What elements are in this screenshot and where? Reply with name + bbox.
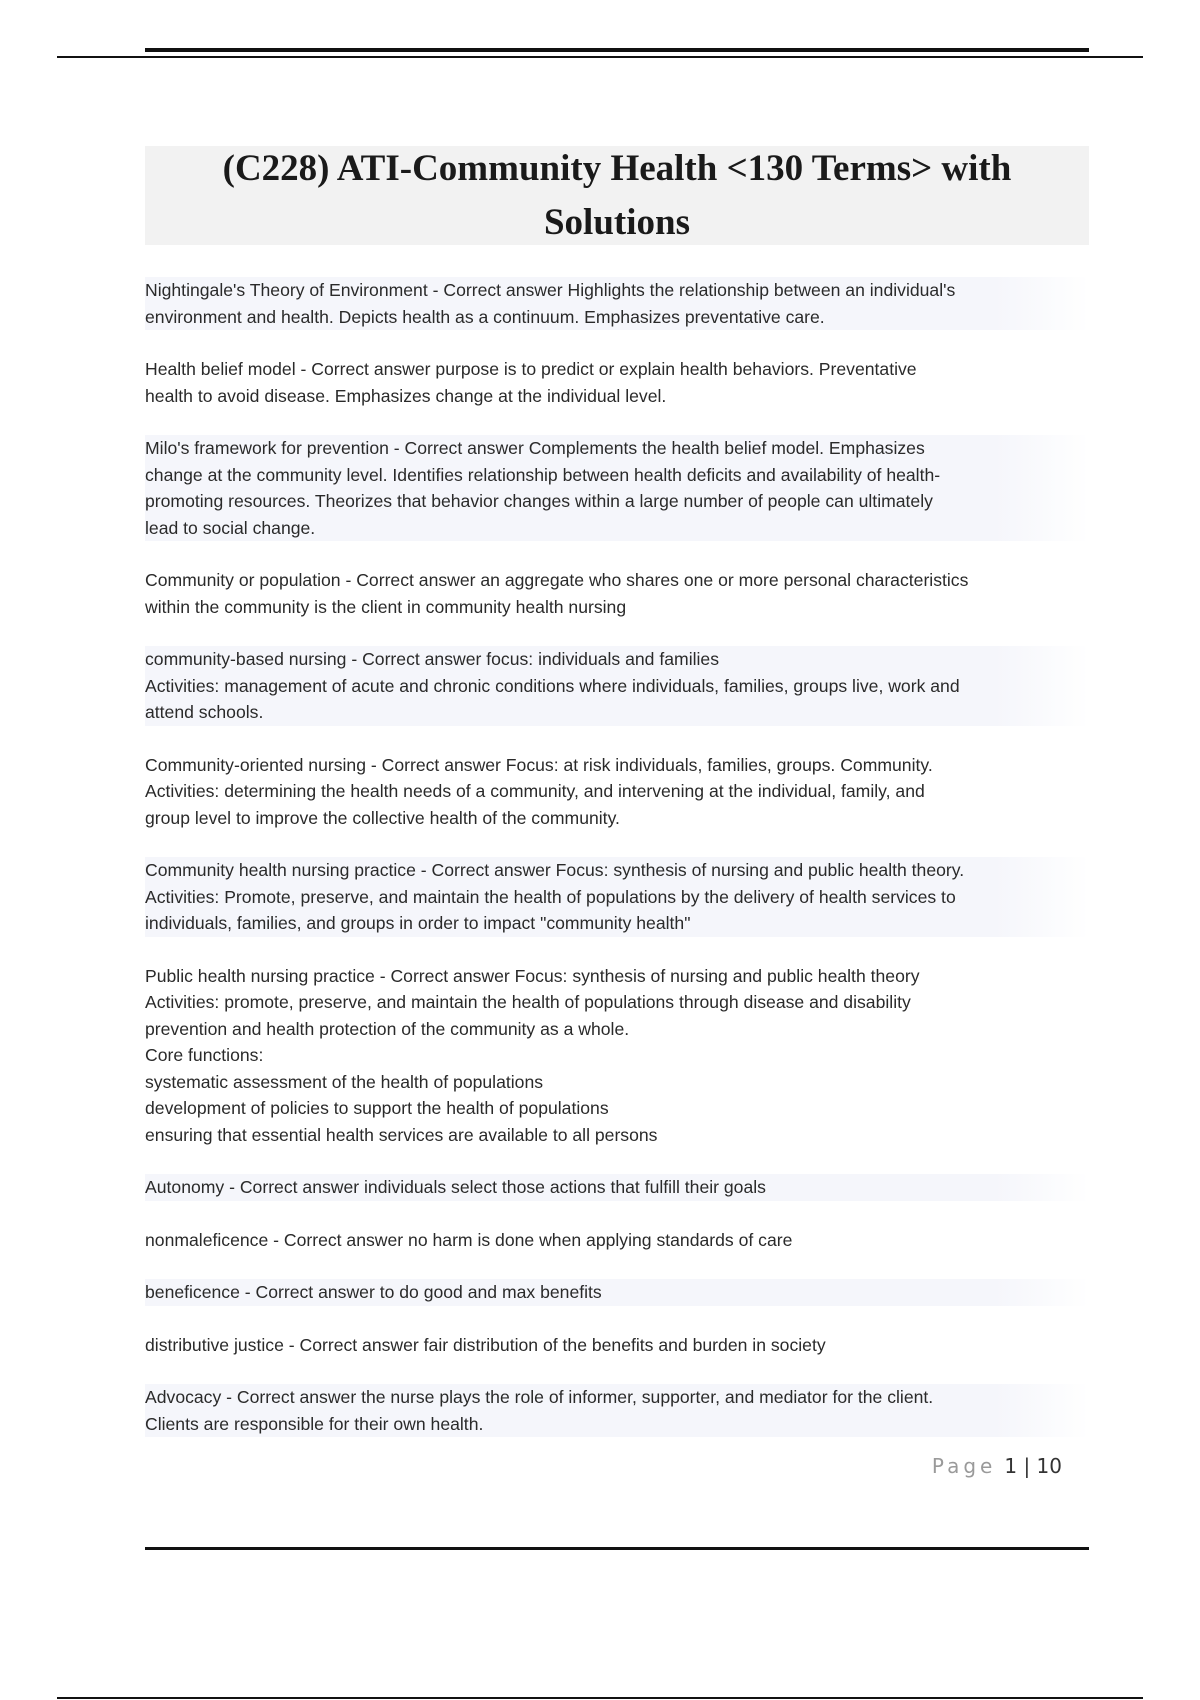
term-entry: Milo's framework for prevention - Correct answer Complements the health belief model. Emphasizes change at the community level. Identifies relationship between health deficits and availability of health- promoting resources. Theorizes that behavior changes within a large number of people can ultimately lead to social change. [145, 435, 1089, 541]
total-pages: 10 [1036, 1454, 1062, 1478]
term-entry: Community health nursing practice - Correct answer Focus: synthesis of nursing and public health theory. Activities: Promote, preserve, and maintain the health of populations by the delivery of health services to individuals, families, and groups in order to impact "community health" [145, 857, 1089, 937]
term-entry: Community-oriented nursing - Correct answer Focus: at risk individuals, families, groups. Community. Activities: determining the health needs of a community, and intervening at the individual, family, and group level to improve the collective health of the community. [145, 754, 933, 828]
page-label: Page [931, 1454, 997, 1478]
term-entry: beneficence - Correct answer to do good and max benefits [145, 1279, 1089, 1306]
term-entry: Advocacy - Correct answer the nurse plays the role of informer, supporter, and mediator for the client. Clients are responsible for their own health. [145, 1384, 1089, 1437]
term-entry: Public health nursing practice - Correct answer Focus: synthesis of nursing and public health theory Activities: promote, preserve, and maintain the health of populations through disease and disability prevention and health protection of the community as a whole. Core functions: systematic assessment of the health of populations development of policies to support the health of populations ensuring that essential health services are available to all persons [145, 965, 920, 1145]
term-entry: Health belief model - Correct answer purpose is to predict or explain health behaviors. Preventative health to avoid disease. Emphasizes change at the individual level. [145, 359, 917, 406]
document-title: (C228) ATI-Community Health <130 Terms> with Solutions [222, 147, 1012, 243]
page-number-footer [860, 1454, 1062, 1478]
bottom-inner-rule [145, 1547, 1089, 1550]
term-entry: Community or population - Correct answer an aggregate who shares one or more personal characteristics within the community is the client in community health nursing [145, 570, 969, 617]
page-separator: | [1023, 1454, 1031, 1478]
term-entry: Autonomy - Correct answer individuals select those actions that fulfill their goals [145, 1174, 1089, 1201]
term-entry: distributive justice - Correct answer fair distribution of the benefits and burden in society [145, 1334, 826, 1355]
term-list [145, 277, 1089, 1463]
bottom-outer-rule [57, 1697, 1143, 1699]
current-page-number: 1 [1004, 1454, 1018, 1478]
title-banner [145, 146, 1089, 245]
top-outer-rule [57, 56, 1143, 58]
term-entry: Nightingale's Theory of Environment - Correct answer Highlights the relationship between an individual's environment and health. Depicts health as a continuum. Emphasizes preventative care. [145, 277, 1089, 330]
term-entry: community-based nursing - Correct answer focus: individuals and families Activities: management of acute and chronic conditions where individuals, families, groups live, work and attend schools. [145, 646, 1089, 726]
term-entry: nonmaleficence - Correct answer no harm is done when applying standards of care [145, 1229, 793, 1250]
top-inner-rule [145, 48, 1089, 52]
